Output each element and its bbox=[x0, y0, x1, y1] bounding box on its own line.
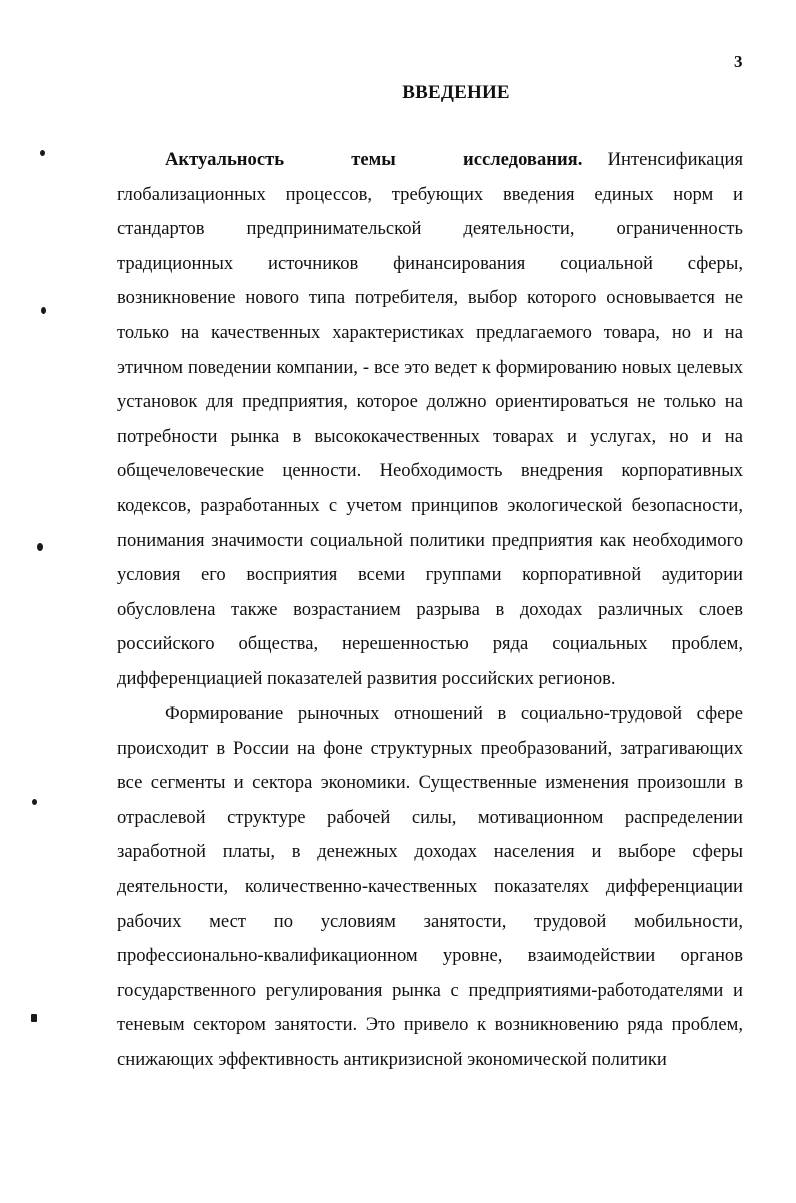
binding-hole-mark bbox=[37, 543, 43, 551]
page-title: ВВЕДЕНИЕ bbox=[402, 82, 510, 103]
paragraph-1 bbox=[117, 143, 743, 697]
binding-hole-mark bbox=[40, 150, 45, 156]
page-number: 3 bbox=[734, 52, 743, 71]
binding-hole-mark bbox=[32, 799, 37, 805]
paragraph-1-body: Интенсификация глобализационных процессов, требующих введения единых норм и стандартов предпринимательской деятельности, ограниченность традиционных источников финансирования социальной сферы, возникновение нового типа потребителя, выбор которого основывается не только на качественных характеристиках предлагаемого товара, но и на этичном поведении компании, - все это ведет к формированию новых целевых установок для предприятия, которое должно ориентироваться не только на потребности рынка в высококачественных товарах и услугах, но и на общечеловеческие ценности. Необходимость внедрения корпоративных кодексов, разработанных с учетом принципов экологической безопасности, понимания значимости социальной политики предприятия как необходимого условия его восприятия всеми группами корпоративной аудитории обусловлена также возрастанием разрыва в доходах различных слоев российского общества, нерешенностью ряда социальных проблем, дифференциацией показателей развития российских регионов. bbox=[117, 149, 743, 689]
paragraph-1-lead: Актуальность темы исследования. bbox=[165, 149, 583, 170]
paragraph-2-body: Формирование рыночных отношений в социально-трудовой сфере происходит в России на фоне структурных преобразований, затрагивающих все сегменты и сектора экономики. Существенные изменения произошли в отраслевой структуре рабочей силы, мотивационном распределении заработной платы, в денежных доходах населения и выборе сферы деятельности, количественно-качественных показателях дифференциации рабочих мест по условиям занятости, трудовой мобильности, профессионально-квалификационном уровне, взаимодействии органов государственного регулирования рынка с предприятиями-работодателями и теневым сектором занятости. Это привело к возникновению ряда проблем, снижающих эффективность антикризисной экономической политики bbox=[117, 703, 743, 1070]
binding-hole-mark bbox=[41, 307, 46, 314]
binding-hole-mark bbox=[31, 1014, 37, 1022]
paragraph-2 bbox=[117, 697, 743, 1078]
